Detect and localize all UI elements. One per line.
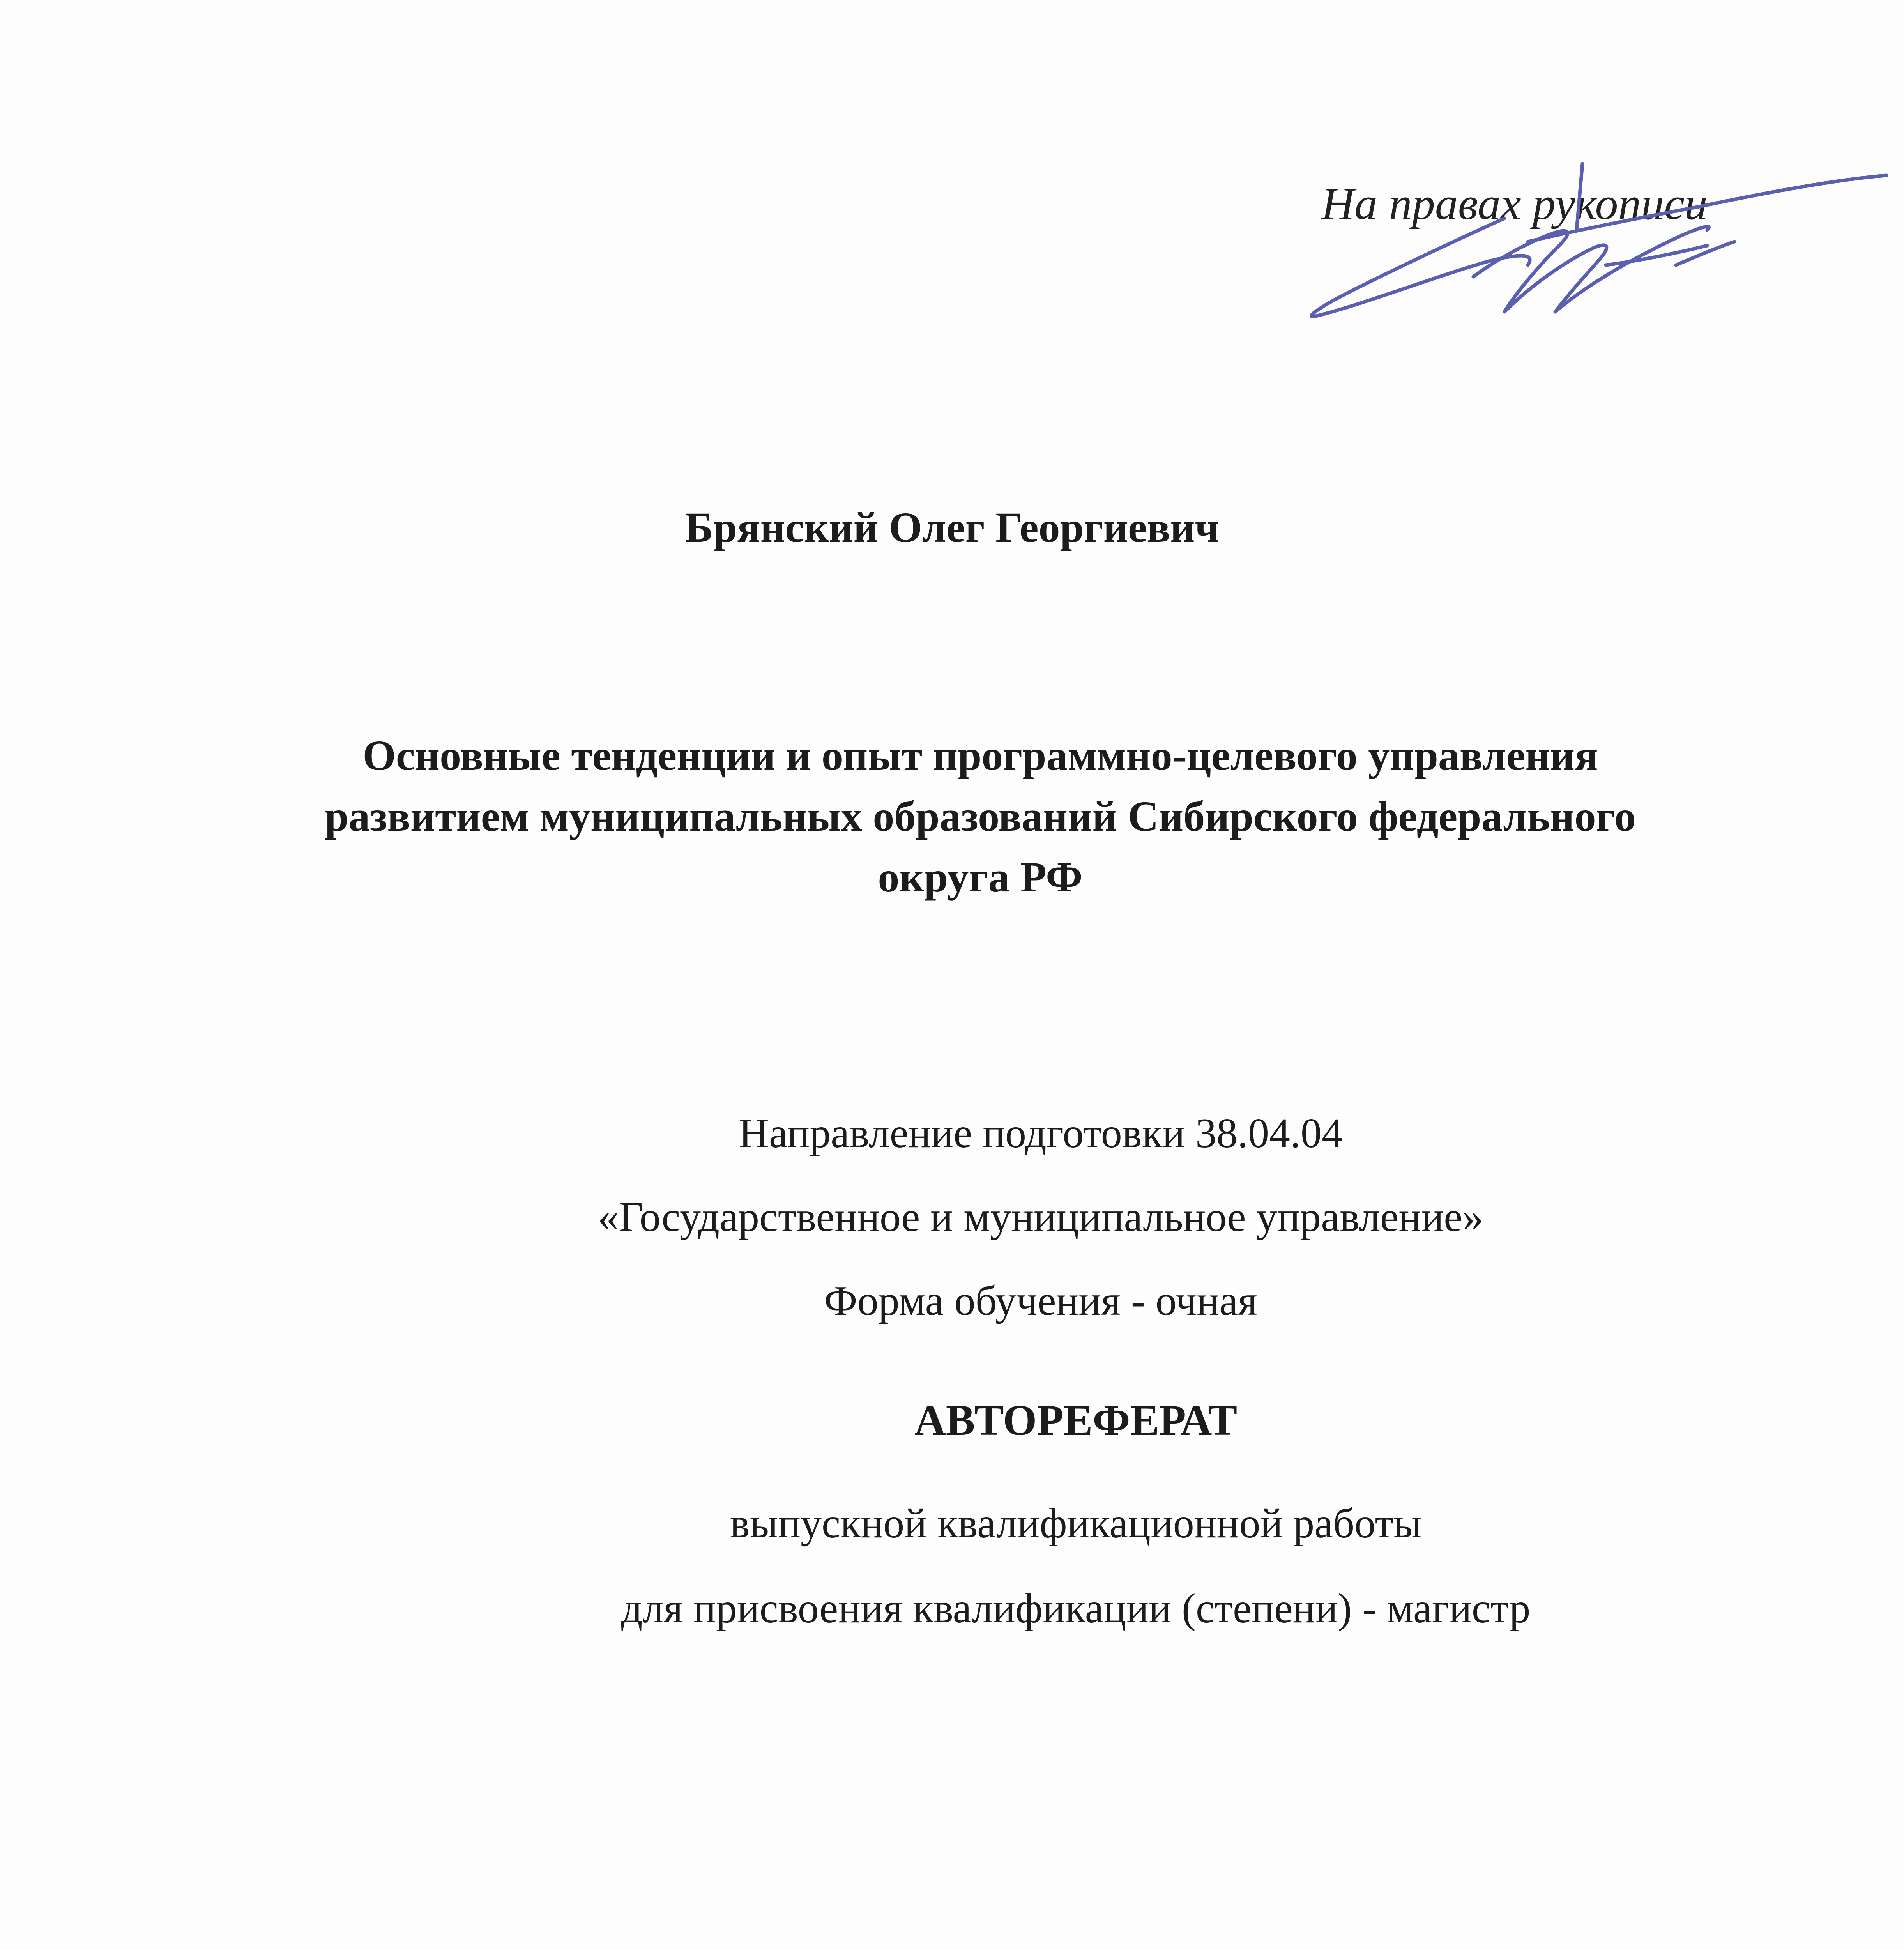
document-type: АВТОРЕФЕРАТ <box>914 1396 1238 1445</box>
document-subtitle: выпускной квалификационной работы <box>730 1500 1422 1547</box>
rights-note: На правах рукописи <box>1321 178 1708 229</box>
handwritten-signature <box>1286 148 1890 366</box>
author-name: Брянский Олег Георгиевич <box>685 504 1219 551</box>
thesis-title-line: округа РФ <box>878 853 1083 901</box>
program-direction: Направление подготовки 38.04.04 <box>738 1110 1343 1157</box>
study-form: Форма обучения - очная <box>824 1278 1257 1324</box>
thesis-title-line: развитием муниципальных образований Сибирского федерального <box>325 792 1636 840</box>
thesis-title-line: Основные тенденции и опыт программно-целевого управления <box>362 732 1598 779</box>
program-info <box>351 1091 1731 1343</box>
qualification-line: для присвоения квалификации (степени) - магистр <box>621 1585 1531 1632</box>
program-specialty: «Государственное и муниципальное управление» <box>598 1194 1484 1240</box>
thesis-title <box>273 725 1688 907</box>
document-purpose <box>390 1481 1762 1651</box>
